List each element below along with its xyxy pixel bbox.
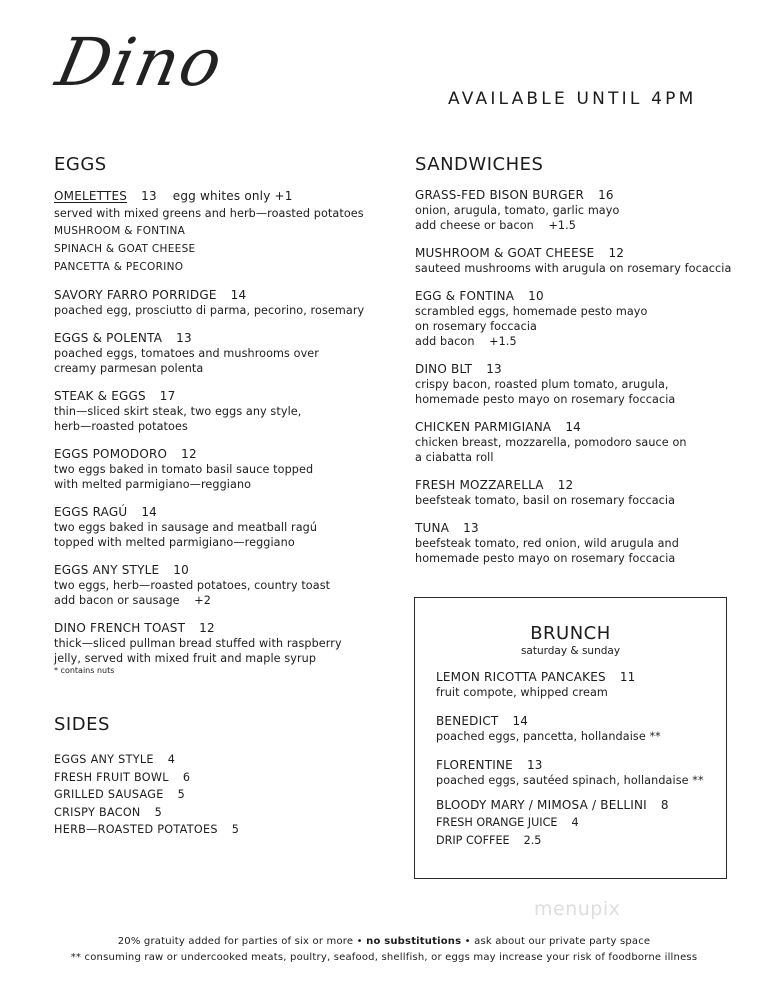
item-name: BENEDICT <box>436 714 499 728</box>
brunch-item <box>436 713 721 744</box>
item-desc: homemade pesto mayo on rosemary foccacia <box>415 552 676 565</box>
drink-name: BLOODY MARY / MIMOSA / BELLINI <box>436 798 647 812</box>
menu-item <box>415 419 755 465</box>
side-item <box>54 751 239 769</box>
watermark: menupix <box>534 898 621 920</box>
item-price: 14 <box>230 288 247 302</box>
footer-warning: ** consuming raw or undercooked meats, poultry, seafood, shellfish, or eggs may increase your risk of foodborne illness <box>70 952 698 963</box>
menu-item <box>415 245 755 276</box>
item-price: 13 <box>526 758 543 772</box>
item-name: EGG & FONTINA <box>415 289 515 303</box>
item-name: FLORENTINE <box>436 758 513 772</box>
menu-item <box>415 288 755 349</box>
item-desc: two eggs baked in sausage and meatball ragú <box>54 521 318 534</box>
footer-gratuity <box>0 936 768 947</box>
item-desc: beefsteak tomato, basil on rosemary foccacia <box>415 494 676 507</box>
menu-item <box>54 504 394 550</box>
item-price: 10 <box>528 289 544 303</box>
drink-item <box>436 814 721 832</box>
item-name: EGGS RAGÚ <box>54 505 128 519</box>
item-price: 13 <box>176 331 192 345</box>
item-name: EGGS POMODORO <box>54 447 168 461</box>
menu-item <box>415 361 755 407</box>
item-name: EGGS & POLENTA <box>54 331 163 345</box>
sandwiches-column <box>415 187 755 578</box>
item-price: 10 <box>173 563 189 577</box>
menu-item <box>415 520 755 566</box>
menu-item <box>54 620 394 676</box>
item-desc: add cheese or bacon +1.5 <box>415 219 577 232</box>
item-price: 16 <box>598 188 614 202</box>
item-desc: topped with melted parmigiano—reggiano <box>54 536 295 549</box>
item-name: EGGS ANY STYLE <box>54 563 160 577</box>
item-desc: chicken breast, mozzarella, pomodoro sauce on <box>415 436 687 449</box>
item-price: 14 <box>141 505 158 519</box>
brunch-item <box>436 669 721 700</box>
drink-name: DRIP COFFEE <box>436 834 510 847</box>
menu-item <box>54 388 394 434</box>
omelettes-price: 13 <box>141 189 157 203</box>
item-name: TUNA <box>415 521 450 535</box>
item-desc: homemade pesto mayo on rosemary foccacia <box>415 393 676 406</box>
item-price: 12 <box>199 621 215 635</box>
omelettes-extra: egg whites only +1 <box>172 189 293 203</box>
availability-note: AVAILABLE UNTIL 4PM <box>448 89 697 109</box>
drink-price: 2.5 <box>523 834 542 847</box>
bullet: • <box>356 936 363 947</box>
side-price: 5 <box>177 788 186 801</box>
side-item <box>54 786 239 804</box>
menu-item <box>54 330 394 376</box>
item-desc: poached eggs, sautéed spinach, hollandaise ** <box>436 774 704 787</box>
omelettes-desc: served with mixed greens and herb—roasted potatoes <box>54 207 364 220</box>
omelette-option: PANCETTA & PECORINO <box>54 261 184 273</box>
item-price: 12 <box>181 447 197 461</box>
item-desc: sauteed mushrooms with arugula on rosemary focaccia <box>415 262 732 275</box>
private-party-note: • ask about our private party space <box>464 936 651 947</box>
omelettes-name: OMELETTES <box>54 189 128 203</box>
item-desc: herb—roasted potatoes <box>54 420 188 433</box>
item-desc: a ciabatta roll <box>415 451 494 464</box>
item-desc: add bacon or sausage +2 <box>54 594 211 607</box>
omelette-option: MUSHROOM & FONTINA <box>54 225 186 237</box>
side-name: HERB—ROASTED POTATOES <box>54 823 218 836</box>
brunch-title: BRUNCH <box>530 623 611 644</box>
sides-title: SIDES <box>54 714 110 735</box>
drink-name: FRESH ORANGE JUICE <box>436 816 558 829</box>
no-substitutions-note: no substitutions <box>366 936 462 947</box>
brunch-box <box>414 597 727 879</box>
menu-item <box>415 477 755 508</box>
side-price: 4 <box>167 753 176 766</box>
side-item <box>54 769 239 787</box>
item-price: 13 <box>463 521 479 535</box>
brunch-items <box>436 669 721 850</box>
item-desc: fruit compote, whipped cream <box>436 686 608 699</box>
eggs-column <box>54 187 394 688</box>
item-name: DINO FRENCH TOAST <box>54 621 186 635</box>
menu-item <box>54 287 394 318</box>
item-desc: crispy bacon, roasted plum tomato, arugula, <box>415 378 669 391</box>
sides-list <box>54 751 239 839</box>
item-name: MUSHROOM & GOAT CHEESE <box>415 246 595 260</box>
item-desc: beefsteak tomato, red onion, wild arugula and <box>415 537 679 550</box>
item-desc: with melted parmigiano—reggiano <box>54 478 252 491</box>
item-desc: onion, arugula, tomato, garlic mayo <box>415 204 620 217</box>
item-price: 11 <box>619 670 636 684</box>
drink-price: 4 <box>571 816 579 829</box>
side-name: CRISPY BACON <box>54 805 141 819</box>
item-name: SAVORY FARRO PORRIDGE <box>54 288 217 302</box>
item-desc: poached eggs, pancetta, hollandaise ** <box>436 730 661 743</box>
item-name: STEAK & EGGS <box>54 389 146 403</box>
item-name: CHICKEN PARMIGIANA <box>415 420 552 434</box>
eggs-title: EGGS <box>54 154 107 175</box>
gratuity-note: 20% gratuity added for parties of six or more <box>117 936 354 947</box>
menu-item <box>54 562 394 608</box>
item-name: GRASS-FED BISON BURGER <box>415 188 585 202</box>
item-desc: two eggs, herb—roasted potatoes, country toast <box>54 579 331 592</box>
item-price: 14 <box>565 420 581 434</box>
item-desc: poached egg, prosciutto di parma, pecorino, rosemary <box>54 304 365 317</box>
item-price: 12 <box>557 478 574 492</box>
side-item <box>54 821 239 839</box>
item-price: 17 <box>159 389 176 403</box>
drink-item <box>436 796 721 814</box>
omelettes-item <box>54 187 394 276</box>
item-desc: jelly, served with mixed fruit and maple syrup <box>54 652 317 665</box>
item-desc: creamy parmesan polenta <box>54 362 204 375</box>
item-desc: thin—sliced skirt steak, two eggs any style, <box>54 405 302 418</box>
item-name: LEMON RICOTTA PANCAKES <box>436 670 606 684</box>
item-desc: add bacon +1.5 <box>415 335 517 348</box>
item-desc: poached eggs, tomatoes and mushrooms over <box>54 347 319 360</box>
restaurant-logo: Dino <box>49 24 231 101</box>
item-desc: thick—sliced pullman bread stuffed with raspberry <box>54 637 342 650</box>
item-name: DINO BLT <box>415 362 473 376</box>
nuts-note: * contains nuts <box>54 666 115 675</box>
side-name: EGGS ANY STYLE <box>54 753 154 766</box>
omelette-option: SPINACH & GOAT CHEESE <box>54 243 196 255</box>
side-price: 6 <box>182 770 191 784</box>
side-price: 5 <box>231 823 240 836</box>
menu-item <box>54 446 394 492</box>
brunch-subtitle: saturday & sunday <box>520 645 621 657</box>
item-price: 14 <box>512 714 529 728</box>
drink-price: 8 <box>660 798 669 812</box>
side-name: GRILLED SAUSAGE <box>54 788 164 801</box>
item-price: 12 <box>608 246 625 260</box>
sandwiches-title: SANDWICHES <box>415 154 544 175</box>
item-desc: two eggs baked in tomato basil sauce topped <box>54 463 314 476</box>
side-price: 5 <box>154 805 163 819</box>
item-name: FRESH MOZZARELLA <box>415 478 544 492</box>
item-desc: on rosemary foccacia <box>415 320 537 333</box>
brunch-item <box>436 757 721 788</box>
item-price: 13 <box>486 362 502 376</box>
drink-item <box>436 832 721 850</box>
side-item <box>54 804 239 822</box>
menu-item <box>415 187 755 233</box>
side-name: FRESH FRUIT BOWL <box>54 770 169 784</box>
item-desc: scrambled eggs, homemade pesto mayo <box>415 305 648 318</box>
